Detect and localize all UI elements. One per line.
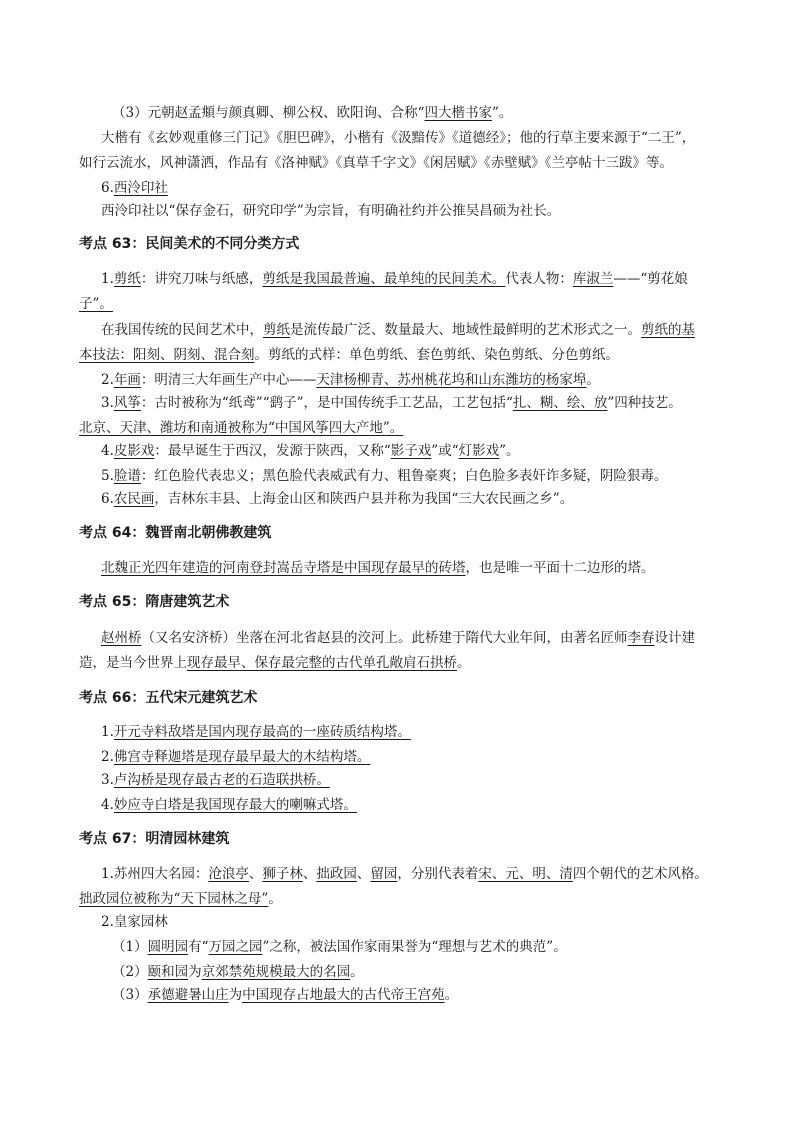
text-line [112,985,458,1005]
text-segment: 6. [101,491,114,507]
underlined-text: 脸谱 [113,468,141,484]
text-segment: 1.苏州四大名园： [101,866,209,882]
text-segment: 2. [101,372,114,388]
underlined-text: 圆明园 [147,939,189,955]
text-segment: ”四种技艺。 [607,395,682,411]
text-segment: 3. [101,395,114,411]
text-segment: 。剪纸的式样：单色剪纸、套色剪纸、染色剪纸、分色剪纸。 [254,347,619,363]
text-segment: 如行云流水，风神潇洒，作品有《洛神赋》《真草千字文》《闲居赋》《赤壁赋》《兰亭帖十三跋》等。 [79,155,673,171]
text-segment: （2） [112,964,148,980]
text-segment: 大楷有《玄妙观重修三门记》《胆巴碑》，小楷有《汲黯传》《道德经》；他的行草主要来源于“二王”， [101,130,696,146]
text-line [79,653,471,673]
text-line [101,320,695,340]
text-segment: ”。 [499,443,520,459]
underlined-text: 李春 [627,630,655,646]
text-segment: 5. [101,468,114,484]
text-segment: 为 [188,964,202,980]
text-segment: （1） [112,939,148,955]
text-segment: ，分别代表着 [397,866,479,882]
underlined-text: 北京、天津、潍坊和南通被称为“中国风筝四大产地”。 [79,420,404,436]
underlined-text: 西泠印社 [113,180,168,196]
section-heading [79,234,299,254]
text-segment: 。 [444,987,459,1003]
text-segment: 。 [350,964,364,980]
text-segment: 是流传最广泛、数量最大、地域性最鲜明的艺术形式之一。 [290,322,641,338]
underlined-text: 灯影戏 [458,443,500,459]
underlined-text: 皮影戏 [113,443,155,459]
text-line [79,345,619,365]
text-line [79,294,113,314]
text-segment: 6. [101,180,114,196]
text-segment: （又名安济桥）坐落在河北省赵县的洨河上。此桥建于隋代大业年间，由著名匠师 [141,630,628,646]
text-segment: ”或“ [431,443,459,459]
underlined-text: 四大楷书家 [424,105,492,121]
text-segment: 。 [268,891,282,907]
underlined-text: 现存最早、保存最完整的古代单孔敞肩石拱桥 [187,655,457,671]
text-segment: ：红色脸代表忠义；黑色脸代表威武有力、粗鲁豪爽；白色脸多表奸诈多疑，阴险狠毒。 [140,468,668,484]
underlined-text: 狮子林 [262,866,303,882]
underlined-text: 留园 [370,866,398,882]
underlined-text: 本技法：阳刻、阴刻、混合刻 [79,347,255,363]
section-heading [79,592,229,612]
text-segment: 2. [101,749,114,765]
text-segment: 考点 66：五代宋元建筑艺术 [79,690,258,706]
text-line [101,864,708,884]
text-segment: 造，是当今世界上 [79,655,187,671]
underlined-text: 承德避暑山庄 [147,987,229,1003]
underlined-text: 宋、元、明、清 [478,866,573,882]
underlined-text: 妙应寺白塔是我国现存最大的喇嘛式塔。 [113,797,357,813]
text-line [101,178,168,198]
text-line [101,628,695,648]
text-line [101,128,695,148]
text-line [112,103,512,123]
text-line [112,962,364,982]
underlined-text: 剪纸是我国最普遍、最单纯的民间美术。 [262,271,506,287]
text-line [101,912,168,932]
text-segment: 在我国传统的民间艺术中， [101,322,263,338]
section-heading [79,688,257,708]
text-segment: 3. [101,772,114,788]
text-segment: ”之称，被法国作家雨果誉为“理想与艺术的典范”。 [262,939,567,955]
text-segment: 。 [586,372,600,388]
text-segment: 四个朝代的艺术风格。 [572,866,708,882]
underlined-text: 农民画 [113,491,155,507]
text-line [112,937,567,957]
underlined-text: 拙政园位被称为“天下园林之母” [79,891,269,907]
text-line [101,558,655,578]
underlined-text: 北魏正光四年建造的河南登封嵩岳寺塔是中国现存最早的砖塔 [101,560,466,576]
text-line [101,795,357,815]
text-segment: ：讲究刀味与纸感， [140,271,263,287]
text-line [101,747,370,767]
text-segment: ，吉林东丰县、上海金山区和陕西户县并称为我国“三大农民画之乡”。 [154,491,574,507]
text-segment: 有“ [188,939,209,955]
underlined-text: 子”。 [79,296,113,312]
text-segment: 、 [248,866,263,882]
underlined-text: 扎、糊、绘、放 [512,395,608,411]
text-line [101,770,330,790]
text-segment: ：最早诞生于西汉，发源于陕西，又称“ [154,443,391,459]
section-heading [79,523,271,543]
underlined-text: 卢沟桥是现存最古老的石造联拱桥。 [113,772,330,788]
text-line [101,441,520,461]
text-line [79,418,403,438]
text-line [101,201,560,221]
text-segment: ：古时被称为“纸鸢”“鹞子”，是中国传统手工艺品，工艺包括“ [140,395,513,411]
underlined-text: 年画 [113,372,141,388]
text-segment: 2.皇家园林 [101,914,168,930]
text-line [101,269,688,289]
text-segment: 1. [101,724,114,740]
underlined-text: 万园之园 [208,939,263,955]
section-heading [79,829,229,849]
text-segment: 。 [457,655,471,671]
text-segment: 4. [101,797,114,813]
text-line [101,489,573,509]
text-segment: 西泠印社以“保存金石，研究印学”为宗旨，有明确社约并公推吴昌硕为社长。 [101,203,561,219]
underlined-text: 天津杨柳青、苏州桃花坞和山东潍坊的杨家埠 [316,372,587,388]
text-segment: ：明清三大年画生产中心—— [140,372,317,388]
text-segment: （3） [112,987,148,1003]
text-line [101,393,682,413]
text-segment: （3）元朝赵孟頫与颜真卿、柳公权、欧阳询、合称“ [112,105,425,121]
text-line [101,722,411,742]
text-line [79,889,282,909]
underlined-text: 剪纸 [113,271,141,287]
underlined-text: 剪纸 [263,322,290,338]
text-segment: 考点 65：隋唐建筑艺术 [79,594,230,610]
text-segment: ”。 [492,105,513,121]
text-segment: 、 [302,866,317,882]
text-line [79,153,673,173]
text-segment: 考点 64：魏晋南北朝佛教建筑 [79,525,272,541]
underlined-text: 风筝 [113,395,141,411]
text-line [101,370,600,390]
underlined-text: 中国现存占地最大的古代帝王宫苑 [242,987,445,1003]
text-segment: 1. [101,271,114,287]
underlined-text: 拙政园 [316,866,357,882]
text-line [101,466,667,486]
text-segment: 代表人物： [505,271,573,287]
underlined-text: 颐和园 [147,964,189,980]
underlined-text: 影子戏 [390,443,432,459]
underlined-text: 开元寺料敌塔是国内现存最高的一座砖质结构塔。 [113,724,411,740]
text-segment: ——“剪花娘 [613,271,688,287]
underlined-text: 库淑兰 [572,271,614,287]
text-segment: ，也是唯一平面十二边形的塔。 [465,560,655,576]
text-segment: 设计建 [654,630,695,646]
text-segment: 、 [356,866,371,882]
underlined-text: 京郊禁苑规模最大的名园 [201,964,351,980]
text-segment: 为 [228,987,243,1003]
underlined-text: 赵州桥 [101,630,142,646]
text-segment: 考点 63：民间美术的不同分类方式 [79,236,300,252]
underlined-text: 沧浪亭 [208,866,249,882]
text-segment: 4. [101,443,114,459]
underlined-text: 剪纸的基 [641,322,695,338]
text-segment: 考点 67：明清园林建筑 [79,831,230,847]
underlined-text: 佛宫寺释迦塔是现存最早最大的木结构塔。 [113,749,371,765]
